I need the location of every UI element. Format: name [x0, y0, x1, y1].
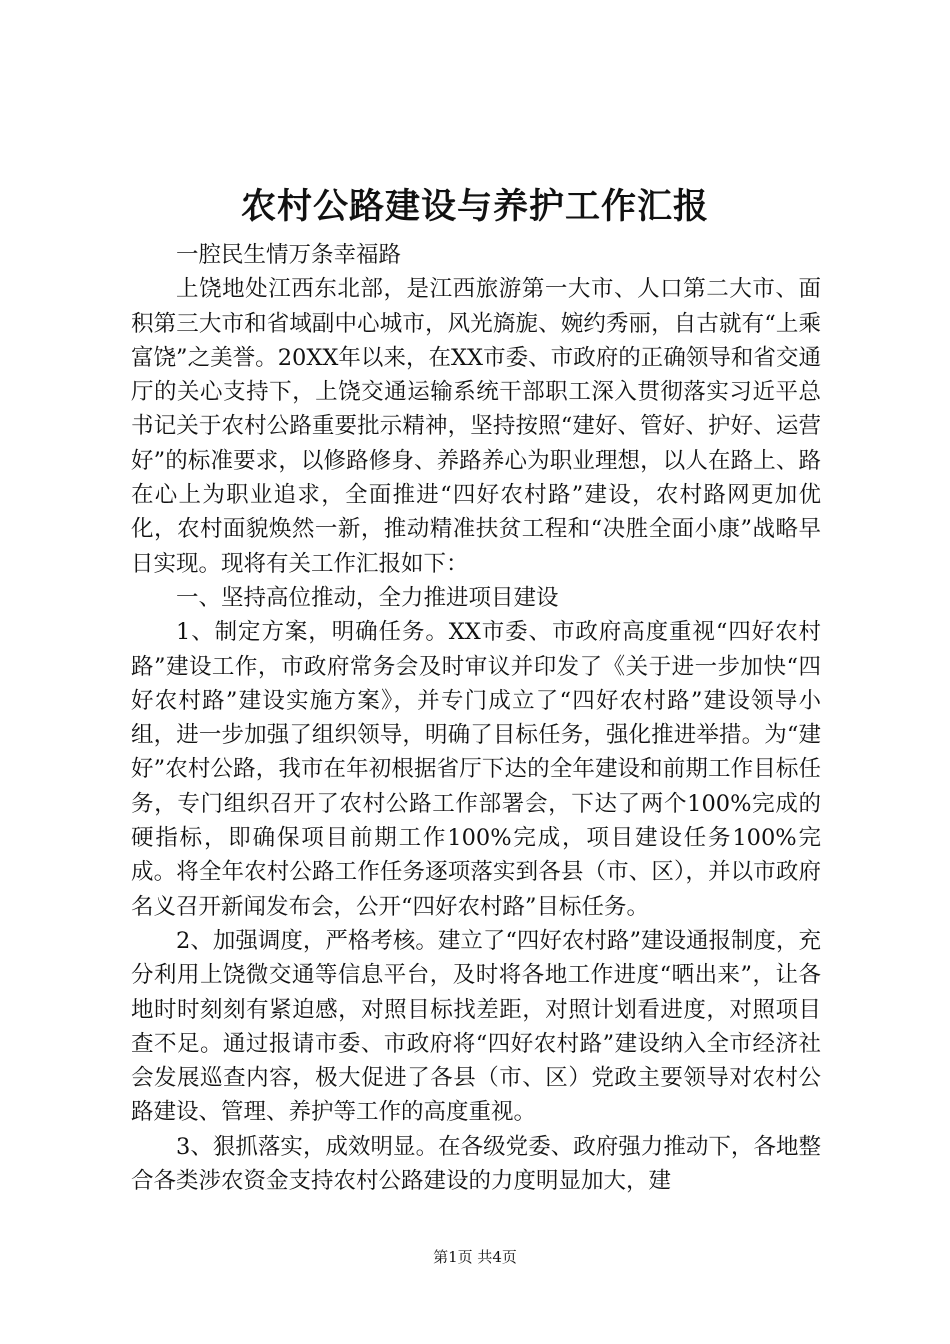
- section-heading-1: 一、坚持高位推动，全力推进项目建设: [176, 584, 559, 611]
- paragraph-item-2: 2、加强调度，严格考核。建立了“四好农村路”建设通报制度，充分利用上饶微交通等信息平台，及时将各地工作进度“晒出来”，让各地时时刻刻有紧迫感，对照目标找差距，对照计划看进度，对照项目查不足。通过报请市委、市政府将“四好农村路”建设纳入全市经济社会发展巡查内容，极大促进了各县（市、区）党政主要领导对农村公路建设、管理、养护等工作的高度重视。: [131, 927, 821, 1126]
- paragraph-item-1: 1、制定方案，明确任务。XX市委、市政府高度重视“四好农村路”建设工作，市政府常务会及时审议并印发了《关于进一步加快“四好农村路”建设实施方案》，并专门成立了“四好农村路”建设领导小组，进一步加强了组织领导，明确了目标任务，强化推进举措。为“建好”农村公路，我市在年初根据省厅下达的全年建设和前期工作目标任务，专门组织召开了农村公路工作部署会，下达了两个100%完成的硬指标，即确保项目前期工作100%完成，项目建设任务100%完成。将全年农村公路工作任务逐项落实到各县（市、区），并以市政府名义召开新闻发布会，公开“四好农村路”目标任务。: [131, 619, 821, 920]
- paragraph-item-3: 3、狠抓落实，成效明显。在各级党委、政府强力推动下，各地整合各类涉农资金支持农村公路建设的力度明显加大，建: [131, 1133, 821, 1195]
- page-number: 第1页 共4页: [433, 1248, 517, 1266]
- document-title: 农村公路建设与养护工作汇报: [240, 186, 709, 227]
- document-body: [131, 238, 821, 1198]
- paragraph-subtitle: 一腔民生情万条幸福路: [176, 242, 402, 268]
- paragraph-intro: 上饶地处江西东北部，是江西旅游第一大市、人口第二大市、面积第三大市和省域副中心城市，风光旖旎、婉约秀丽，自古就有“上乘富饶”之美誉。20XX年以来，在XX市委、市政府的正确领导和省交通厅的关心支持下，上饶交通运输系统干部职工深入贯彻落实习近平总书记关于农村公路重要批示精神，坚持按照“建好、管好、护好、运营好”的标准要求，以修路修身、养路养心为职业理想，以人在路上、路在心上为职业追求，全面推进“四好农村路”建设，农村路网更加优化，农村面貌焕然一新，推动精准扶贫工程和“决胜全面小康”战略早日实现。现将有关工作汇报如下：: [131, 276, 821, 577]
